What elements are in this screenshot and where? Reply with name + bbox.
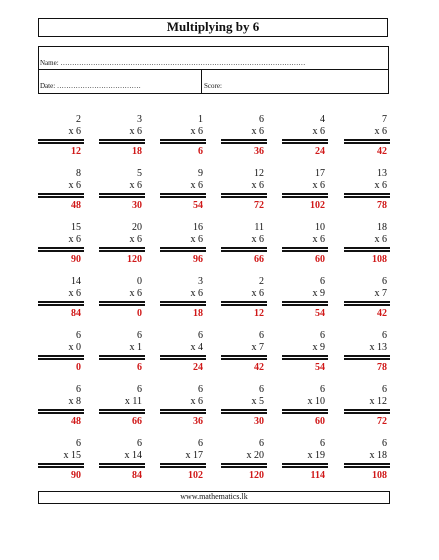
answer: 0 xyxy=(137,308,142,319)
problem-cell xyxy=(99,330,145,382)
problem-cell xyxy=(344,168,390,220)
problem-cell xyxy=(221,114,267,166)
multiplier: x 6 xyxy=(68,288,81,299)
problem-cell xyxy=(160,276,206,328)
problem-cell xyxy=(99,276,145,328)
multiplier: x 13 xyxy=(369,342,387,353)
multiplicand: 2 xyxy=(259,276,264,287)
answer-rule-top xyxy=(282,193,328,195)
multiplier: x 6 xyxy=(251,234,264,245)
answer-rule-top xyxy=(160,409,206,411)
answer: 54 xyxy=(315,362,325,373)
multiplicand: 16 xyxy=(193,222,203,233)
answer-rule-top xyxy=(38,409,84,411)
multiplicand: 6 xyxy=(137,438,142,449)
multiplicand: 12 xyxy=(254,168,264,179)
problem-row xyxy=(38,438,390,490)
answer-rule-bottom xyxy=(344,466,390,468)
answer: 18 xyxy=(132,146,142,157)
answer-rule-top xyxy=(160,463,206,465)
answer-rule-bottom xyxy=(282,304,328,306)
answer: 84 xyxy=(132,470,142,481)
answer-rule-top xyxy=(99,409,145,411)
answer-rule-top xyxy=(38,139,84,141)
problem-cell xyxy=(99,438,145,490)
multiplier: x 6 xyxy=(68,234,81,245)
answer-rule-top xyxy=(221,409,267,411)
answer-rule-top xyxy=(221,301,267,303)
problem-row xyxy=(38,222,390,274)
worksheet-title: Multiplying by 6 xyxy=(38,18,388,37)
answer-rule-bottom xyxy=(344,142,390,144)
answer: 72 xyxy=(254,200,264,211)
name-field-label: Name: …………………………………………………………………………………………… xyxy=(40,59,306,67)
multiplier: x 6 xyxy=(374,234,387,245)
answer-rule-top xyxy=(221,247,267,249)
answer-rule-bottom xyxy=(38,358,84,360)
answer-rule-bottom xyxy=(221,142,267,144)
multiplier: x 12 xyxy=(369,396,387,407)
multiplier: x 7 xyxy=(374,288,387,299)
answer: 108 xyxy=(372,470,387,481)
answer: 24 xyxy=(315,146,325,157)
score-field-label: Score: xyxy=(204,82,222,90)
multiplicand: 6 xyxy=(259,330,264,341)
multiplier: x 6 xyxy=(312,234,325,245)
answer-rule-bottom xyxy=(160,142,206,144)
multiplicand: 6 xyxy=(259,438,264,449)
problem-cell xyxy=(160,330,206,382)
answer-rule-bottom xyxy=(221,466,267,468)
problem-cell xyxy=(344,114,390,166)
problem-cell xyxy=(99,168,145,220)
answer-rule-top xyxy=(99,139,145,141)
answer-rule-top xyxy=(38,247,84,249)
answer: 84 xyxy=(71,308,81,319)
multiplier: x 6 xyxy=(68,126,81,137)
answer: 78 xyxy=(377,362,387,373)
answer-rule-top xyxy=(38,463,84,465)
problem-cell xyxy=(160,438,206,490)
answer: 96 xyxy=(193,254,203,265)
answer: 120 xyxy=(249,470,264,481)
multiplier: x 10 xyxy=(307,396,325,407)
answer-rule-top xyxy=(38,193,84,195)
answer: 108 xyxy=(372,254,387,265)
answer: 90 xyxy=(71,254,81,265)
multiplicand: 11 xyxy=(254,222,264,233)
answer: 36 xyxy=(254,146,264,157)
problem-cell xyxy=(38,438,84,490)
answer: 42 xyxy=(254,362,264,373)
problem-cell xyxy=(344,276,390,328)
multiplicand: 20 xyxy=(132,222,142,233)
answer-rule-bottom xyxy=(282,358,328,360)
multiplicand: 6 xyxy=(198,438,203,449)
name-row xyxy=(39,47,388,70)
multiplicand: 6 xyxy=(76,438,81,449)
answer-rule-bottom xyxy=(38,250,84,252)
answer: 18 xyxy=(193,308,203,319)
answer: 60 xyxy=(315,254,325,265)
multiplier: x 11 xyxy=(124,396,142,407)
answer: 66 xyxy=(132,416,142,427)
multiplicand: 17 xyxy=(315,168,325,179)
answer: 66 xyxy=(254,254,264,265)
multiplicand: 6 xyxy=(320,330,325,341)
problem-cell xyxy=(99,222,145,274)
problem-cell xyxy=(344,330,390,382)
answer-rule-bottom xyxy=(282,196,328,198)
answer-rule-bottom xyxy=(38,466,84,468)
multiplier: x 6 xyxy=(190,396,203,407)
answer: 102 xyxy=(310,200,325,211)
problem-cell xyxy=(282,384,328,436)
answer-rule-top xyxy=(99,463,145,465)
date-field-label: Date: ……………………………… xyxy=(40,82,141,90)
answer-rule-bottom xyxy=(344,358,390,360)
answer: 48 xyxy=(71,416,81,427)
answer-rule-bottom xyxy=(160,466,206,468)
multiplicand: 6 xyxy=(320,438,325,449)
answer-rule-top xyxy=(38,301,84,303)
answer-rule-bottom xyxy=(282,142,328,144)
problem-cell xyxy=(221,384,267,436)
problem-row xyxy=(38,276,390,328)
answer: 72 xyxy=(377,416,387,427)
multiplier: x 6 xyxy=(129,180,142,191)
answer-rule-top xyxy=(282,355,328,357)
answer-rule-top xyxy=(282,301,328,303)
multiplicand: 18 xyxy=(377,222,387,233)
answer-rule-bottom xyxy=(38,196,84,198)
answer: 114 xyxy=(310,470,325,481)
multiplicand: 13 xyxy=(377,168,387,179)
problem-cell xyxy=(282,438,328,490)
multiplier: x 0 xyxy=(68,342,81,353)
multiplier: x 15 xyxy=(63,450,81,461)
problem-cell xyxy=(38,330,84,382)
problem-cell xyxy=(38,276,84,328)
multiplicand: 15 xyxy=(71,222,81,233)
problem-cell xyxy=(344,438,390,490)
problem-cell xyxy=(282,330,328,382)
multiplicand: 6 xyxy=(382,276,387,287)
problem-cell xyxy=(160,222,206,274)
answer: 36 xyxy=(193,416,203,427)
multiplicand: 6 xyxy=(76,384,81,395)
answer-rule-top xyxy=(282,247,328,249)
problem-cell xyxy=(221,438,267,490)
multiplicand: 7 xyxy=(382,114,387,125)
answer-rule-top xyxy=(221,193,267,195)
problem-cell xyxy=(38,168,84,220)
answer-rule-top xyxy=(160,193,206,195)
answer: 42 xyxy=(377,308,387,319)
answer-rule-top xyxy=(344,247,390,249)
problem-cell xyxy=(99,384,145,436)
multiplicand: 2 xyxy=(76,114,81,125)
multiplier: x 6 xyxy=(374,126,387,137)
problem-cell xyxy=(282,222,328,274)
problem-row xyxy=(38,384,390,436)
answer-rule-bottom xyxy=(221,196,267,198)
multiplicand: 1 xyxy=(198,114,203,125)
answer: 12 xyxy=(254,308,264,319)
answer: 54 xyxy=(193,200,203,211)
problem-row xyxy=(38,114,390,166)
problem-row xyxy=(38,330,390,382)
problem-cell xyxy=(99,114,145,166)
answer-rule-top xyxy=(160,301,206,303)
answer-rule-top xyxy=(221,355,267,357)
multiplicand: 6 xyxy=(259,114,264,125)
answer-rule-top xyxy=(344,193,390,195)
answer-rule-top xyxy=(344,139,390,141)
multiplier: x 6 xyxy=(374,180,387,191)
score-cell xyxy=(201,69,222,93)
answer: 48 xyxy=(71,200,81,211)
multiplicand: 10 xyxy=(315,222,325,233)
multiplicand: 6 xyxy=(382,330,387,341)
problem-cell xyxy=(160,384,206,436)
answer-rule-bottom xyxy=(99,142,145,144)
multiplier: x 6 xyxy=(251,288,264,299)
answer-rule-bottom xyxy=(344,412,390,414)
answer-rule-bottom xyxy=(221,358,267,360)
multiplier: x 6 xyxy=(68,180,81,191)
answer: 12 xyxy=(71,146,81,157)
multiplier: x 7 xyxy=(251,342,264,353)
answer: 42 xyxy=(377,146,387,157)
answer: 102 xyxy=(188,470,203,481)
multiplicand: 6 xyxy=(320,384,325,395)
answer-rule-bottom xyxy=(282,250,328,252)
multiplier: x 6 xyxy=(190,180,203,191)
multiplier: x 6 xyxy=(190,288,203,299)
answer-rule-bottom xyxy=(221,304,267,306)
multiplicand: 5 xyxy=(137,168,142,179)
answer-rule-bottom xyxy=(99,304,145,306)
answer: 78 xyxy=(377,200,387,211)
multiplicand: 6 xyxy=(137,330,142,341)
multiplier: x 4 xyxy=(190,342,203,353)
problem-cell xyxy=(221,222,267,274)
multiplier: x 6 xyxy=(190,126,203,137)
answer: 120 xyxy=(127,254,142,265)
answer-rule-top xyxy=(221,463,267,465)
multiplier: x 1 xyxy=(129,342,142,353)
answer-rule-top xyxy=(160,139,206,141)
problem-cell xyxy=(38,222,84,274)
multiplier: x 9 xyxy=(312,288,325,299)
problem-cell xyxy=(38,384,84,436)
multiplier: x 6 xyxy=(312,180,325,191)
problem-cell xyxy=(160,114,206,166)
answer-rule-bottom xyxy=(99,358,145,360)
answer-rule-top xyxy=(282,463,328,465)
problem-cell xyxy=(221,330,267,382)
answer-rule-bottom xyxy=(160,304,206,306)
multiplicand: 6 xyxy=(382,384,387,395)
multiplicand: 9 xyxy=(198,168,203,179)
multiplicand: 6 xyxy=(382,438,387,449)
footer-website: www.mathematics.lk xyxy=(38,491,390,504)
answer: 0 xyxy=(76,362,81,373)
answer-rule-bottom xyxy=(221,412,267,414)
problem-cell xyxy=(221,168,267,220)
date-score-row xyxy=(39,69,388,93)
answer-rule-bottom xyxy=(38,304,84,306)
multiplicand: 0 xyxy=(137,276,142,287)
answer-rule-top xyxy=(282,139,328,141)
multiplier: x 6 xyxy=(251,180,264,191)
answer-rule-bottom xyxy=(38,142,84,144)
answer: 6 xyxy=(137,362,142,373)
answer: 24 xyxy=(193,362,203,373)
answer-rule-bottom xyxy=(160,196,206,198)
answer-rule-top xyxy=(344,355,390,357)
multiplier: x 9 xyxy=(312,342,325,353)
answer-rule-bottom xyxy=(99,250,145,252)
answer-rule-bottom xyxy=(282,466,328,468)
answer-rule-bottom xyxy=(160,358,206,360)
answer-rule-bottom xyxy=(99,412,145,414)
answer-rule-top xyxy=(221,139,267,141)
answer-rule-bottom xyxy=(344,304,390,306)
answer-rule-bottom xyxy=(38,412,84,414)
answer-rule-top xyxy=(160,355,206,357)
multiplicand: 6 xyxy=(320,276,325,287)
multiplier: x 6 xyxy=(129,288,142,299)
multiplier: x 14 xyxy=(124,450,142,461)
answer-rule-bottom xyxy=(344,196,390,198)
problem-cell xyxy=(344,384,390,436)
problem-cell xyxy=(221,276,267,328)
multiplier: x 17 xyxy=(185,450,203,461)
multiplicand: 6 xyxy=(76,330,81,341)
problem-cell xyxy=(38,114,84,166)
answer: 60 xyxy=(315,416,325,427)
multiplicand: 4 xyxy=(320,114,325,125)
problem-cell xyxy=(344,222,390,274)
multiplier: x 6 xyxy=(190,234,203,245)
multiplier: x 20 xyxy=(246,450,264,461)
answer-rule-top xyxy=(99,355,145,357)
student-info-box xyxy=(38,46,389,94)
answer-rule-top xyxy=(99,193,145,195)
problem-cell xyxy=(282,168,328,220)
multiplicand: 6 xyxy=(198,330,203,341)
answer-rule-top xyxy=(99,301,145,303)
multiplier: x 8 xyxy=(68,396,81,407)
answer-rule-bottom xyxy=(160,412,206,414)
answer-rule-top xyxy=(344,409,390,411)
answer-rule-bottom xyxy=(99,466,145,468)
multiplicand: 8 xyxy=(76,168,81,179)
answer-rule-bottom xyxy=(221,250,267,252)
answer-rule-bottom xyxy=(282,412,328,414)
multiplicand: 3 xyxy=(198,276,203,287)
answer: 30 xyxy=(254,416,264,427)
problem-row xyxy=(38,168,390,220)
answer: 54 xyxy=(315,308,325,319)
answer-rule-top xyxy=(344,301,390,303)
problem-cell xyxy=(282,114,328,166)
answer-rule-top xyxy=(282,409,328,411)
multiplicand: 6 xyxy=(259,384,264,395)
multiplicand: 14 xyxy=(71,276,81,287)
answer-rule-top xyxy=(99,247,145,249)
multiplier: x 6 xyxy=(312,126,325,137)
multiplier: x 6 xyxy=(129,126,142,137)
answer-rule-bottom xyxy=(160,250,206,252)
answer-rule-top xyxy=(160,247,206,249)
multiplicand: 6 xyxy=(198,384,203,395)
problem-cell xyxy=(282,276,328,328)
answer: 30 xyxy=(132,200,142,211)
answer-rule-top xyxy=(38,355,84,357)
multiplier: x 18 xyxy=(369,450,387,461)
multiplier: x 5 xyxy=(251,396,264,407)
answer-rule-top xyxy=(344,463,390,465)
answer-rule-bottom xyxy=(99,196,145,198)
multiplicand: 6 xyxy=(137,384,142,395)
answer-rule-bottom xyxy=(344,250,390,252)
answer: 6 xyxy=(198,146,203,157)
multiplier: x 19 xyxy=(307,450,325,461)
answer: 90 xyxy=(71,470,81,481)
problem-cell xyxy=(160,168,206,220)
multiplier: x 6 xyxy=(251,126,264,137)
multiplicand: 3 xyxy=(137,114,142,125)
multiplier: x 6 xyxy=(129,234,142,245)
